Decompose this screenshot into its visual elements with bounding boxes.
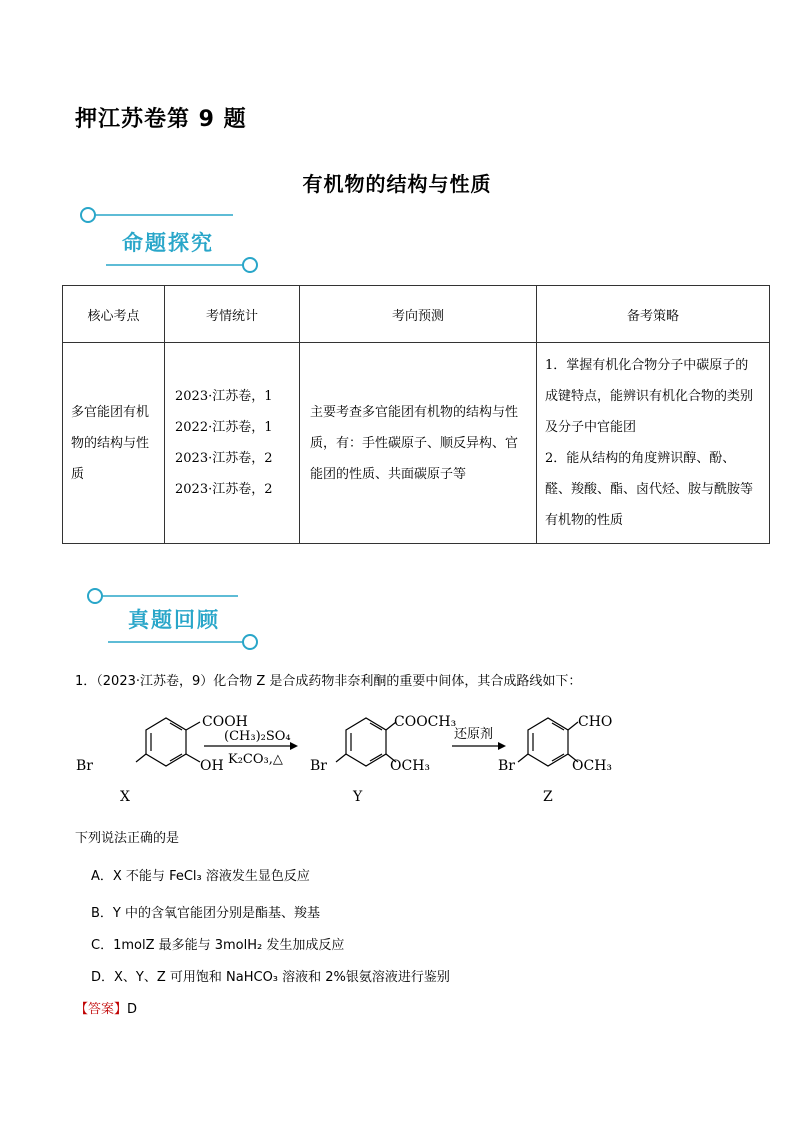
exam-info-table (62, 285, 770, 544)
x-compound-label: X (120, 789, 130, 805)
molecule-x (136, 718, 200, 766)
page-title: 押江苏卷第 9 题 (75, 107, 247, 132)
question-prompt: 下列说法正确的是 (75, 831, 180, 846)
z-br-label: Br (498, 758, 515, 774)
page-subtitle: 有机物的结构与性质 (302, 172, 492, 196)
table-header-cell: 备考策略 (537, 286, 770, 343)
section-badge-explore (78, 203, 264, 279)
stats-cell (165, 343, 300, 544)
answer (75, 998, 137, 1017)
reagent-top: (CH₃)₂SO₄ (224, 729, 291, 744)
question-stem: 1．（2023·江苏卷，9）化合物 Z 是合成药物非奈利酮的重要中间体，其合成路线如下： (75, 674, 582, 689)
table-header-cell: 核心考点 (63, 286, 165, 343)
badge-explore-label: 命题探究 (122, 231, 214, 255)
strategy-item: 2．能从结构的角度辨识醇、酚、醛、羧酸、酯、卤代烃、胺与酰胺等有机物的性质 (545, 451, 754, 528)
y-compound-label: Y (353, 789, 363, 805)
stat-item: 2023·江苏卷，1 (175, 389, 273, 404)
x-cooh-label: COOH (202, 714, 248, 730)
z-och3-label: OCH₃ (572, 758, 613, 774)
stat-item: 2022·江苏卷，1 (175, 420, 273, 435)
table-header-cell: 考情统计 (165, 286, 300, 343)
molecule-y (336, 718, 396, 766)
y-och3-label: OCH₃ (390, 758, 431, 774)
section-badge-review (78, 582, 264, 658)
x-oh-label: OH (200, 758, 224, 774)
answer-bracket: 【答案】 (75, 1002, 128, 1017)
badge-review-label: 真题回顾 (128, 608, 220, 632)
prediction-cell: 主要考查多官能团有机物的结构与性质，有：手性碳原子、顺反异构、官能团的性质、共面碳原子等 (300, 343, 537, 544)
strategy-cell (537, 343, 770, 544)
table-header-row (63, 286, 770, 343)
strategy-item: 1．掌握有机化合物分子中碳原子的成键特点，能辨识有机化合物的类别及分子中官能团 (545, 358, 754, 435)
molecule-z (518, 718, 578, 766)
synthesis-scheme (70, 700, 690, 810)
option-c: C．1molZ 最多能与 3molH₂ 发生加成反应 (91, 938, 345, 953)
table-row (63, 343, 770, 544)
y-br-label: Br (310, 758, 327, 774)
z-cho-label: CHO (578, 714, 613, 730)
stat-item: 2023·江苏卷，2 (175, 482, 273, 497)
reagent-bottom: K₂CO₃,△ (228, 752, 283, 767)
core-point-cell: 多官能团有机物的结构与性质 (63, 343, 165, 544)
arrow-head-icon (290, 742, 298, 750)
arrow-head-icon (498, 742, 506, 750)
option-b: B．Y 中的含氧官能团分别是酯基、羧基 (91, 906, 320, 921)
answer-value: D (127, 1002, 138, 1017)
z-compound-label: Z (543, 789, 553, 805)
stat-item: 2023·江苏卷，2 (175, 451, 273, 466)
table-header-cell: 考向预测 (300, 286, 537, 343)
option-d: D．X、Y、Z 可用饱和 NaHCO₃ 溶液和 2%银氨溶液进行鉴别 (91, 970, 450, 985)
x-br-label: Br (76, 758, 93, 774)
option-a: A．X 不能与 FeCl₃ 溶液发生显色反应 (91, 869, 310, 884)
y-cooch3-label: COOCH₃ (394, 714, 457, 730)
reductant-label: 还原剂 (454, 727, 494, 742)
